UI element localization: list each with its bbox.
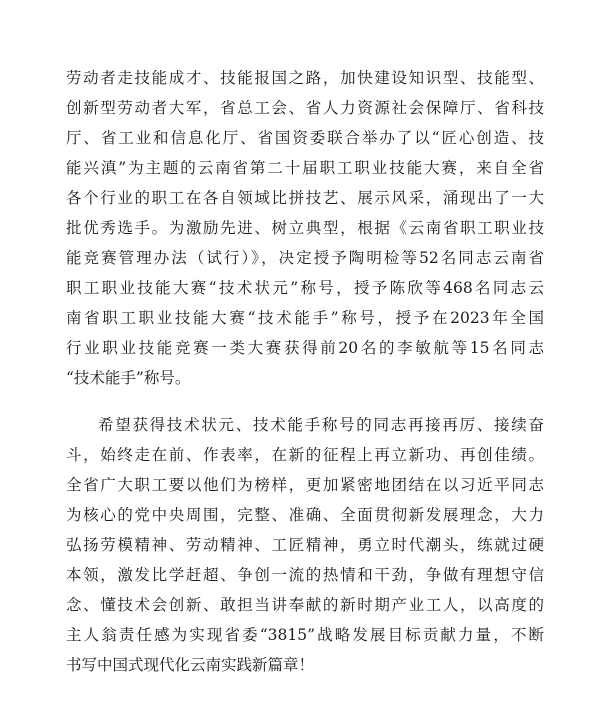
paragraph-1-line-5: 各个行业的职工在各自领域比拼技艺、展示风采，涌现出了一大 — [66, 189, 544, 207]
paragraph-1-line-11: “技术能手”称号。 — [66, 369, 191, 387]
paragraph-1-line-9: 南省职工职业技能大赛“技术能手”称号，授予在2023年全国 — [66, 309, 544, 327]
paragraph-2-line-8: 主人翁责任感为实现省委“3815”战略发展目标贡献力量，不断 — [66, 626, 544, 644]
paragraph-2-line-7: 念、懂技术会创新、敢担当讲奉献的新时期产业工人，以高度的 — [66, 596, 544, 614]
paragraph-1-line-1: 劳动者走技能成才、技能报国之路，加快建设知识型、技能型、 — [66, 69, 544, 87]
paragraph-2-line-2: 斗，始终走在前、作表率，在新的征程上再立新功、再创佳绩。 — [66, 446, 544, 464]
paragraph-1-line-2: 创新型劳动者大军，省总工会、省人力资源社会保障厅、省科技 — [66, 99, 544, 117]
paragraph-2-line-4: 为核心的党中央周围，完整、准确、全面贯彻新发展理念，大力 — [66, 506, 544, 524]
paragraph-2-line-1: 希望获得技术状元、技术能手称号的同志再接再厉、接续奋 — [98, 416, 544, 434]
paragraph-1-line-4: 能兴滇”为主题的云南省第二十届职工职业技能大赛，来自全省 — [66, 159, 544, 177]
paragraph-2-line-3: 全省广大职工要以他们为榜样，更加紧密地团结在以习近平同志 — [66, 476, 544, 494]
paragraph-1-line-10: 行业职业技能竞赛一类大赛获得前20名的李敏航等15名同志 — [66, 339, 544, 357]
paragraph-2-line-6: 本领，激发比学赶超、争创一流的热情和干劲，争做有理想守信 — [66, 566, 544, 584]
paragraph-2-line-5: 弘扬劳模精神、劳动精神、工匠精神，勇立时代潮头，练就过硬 — [66, 536, 544, 554]
paragraph-1-line-7: 能竞赛管理办法（试行）》，决定授予陶明检等52名同志云南省 — [66, 249, 544, 267]
paragraph-1-line-6: 批优秀选手。为激励先进、树立典型，根据《云南省职工职业技 — [66, 219, 544, 237]
paragraph-1-line-3: 厅、省工业和信息化厅、省国资委联合举办了以“匠心创造、技 — [66, 129, 544, 147]
paragraph-2-line-9: 书写中国式现代化云南实践新篇章！ — [66, 656, 315, 674]
paragraph-1-line-8: 职工职业技能大赛“技术状元”称号，授予陈欣等468名同志云 — [66, 279, 544, 297]
